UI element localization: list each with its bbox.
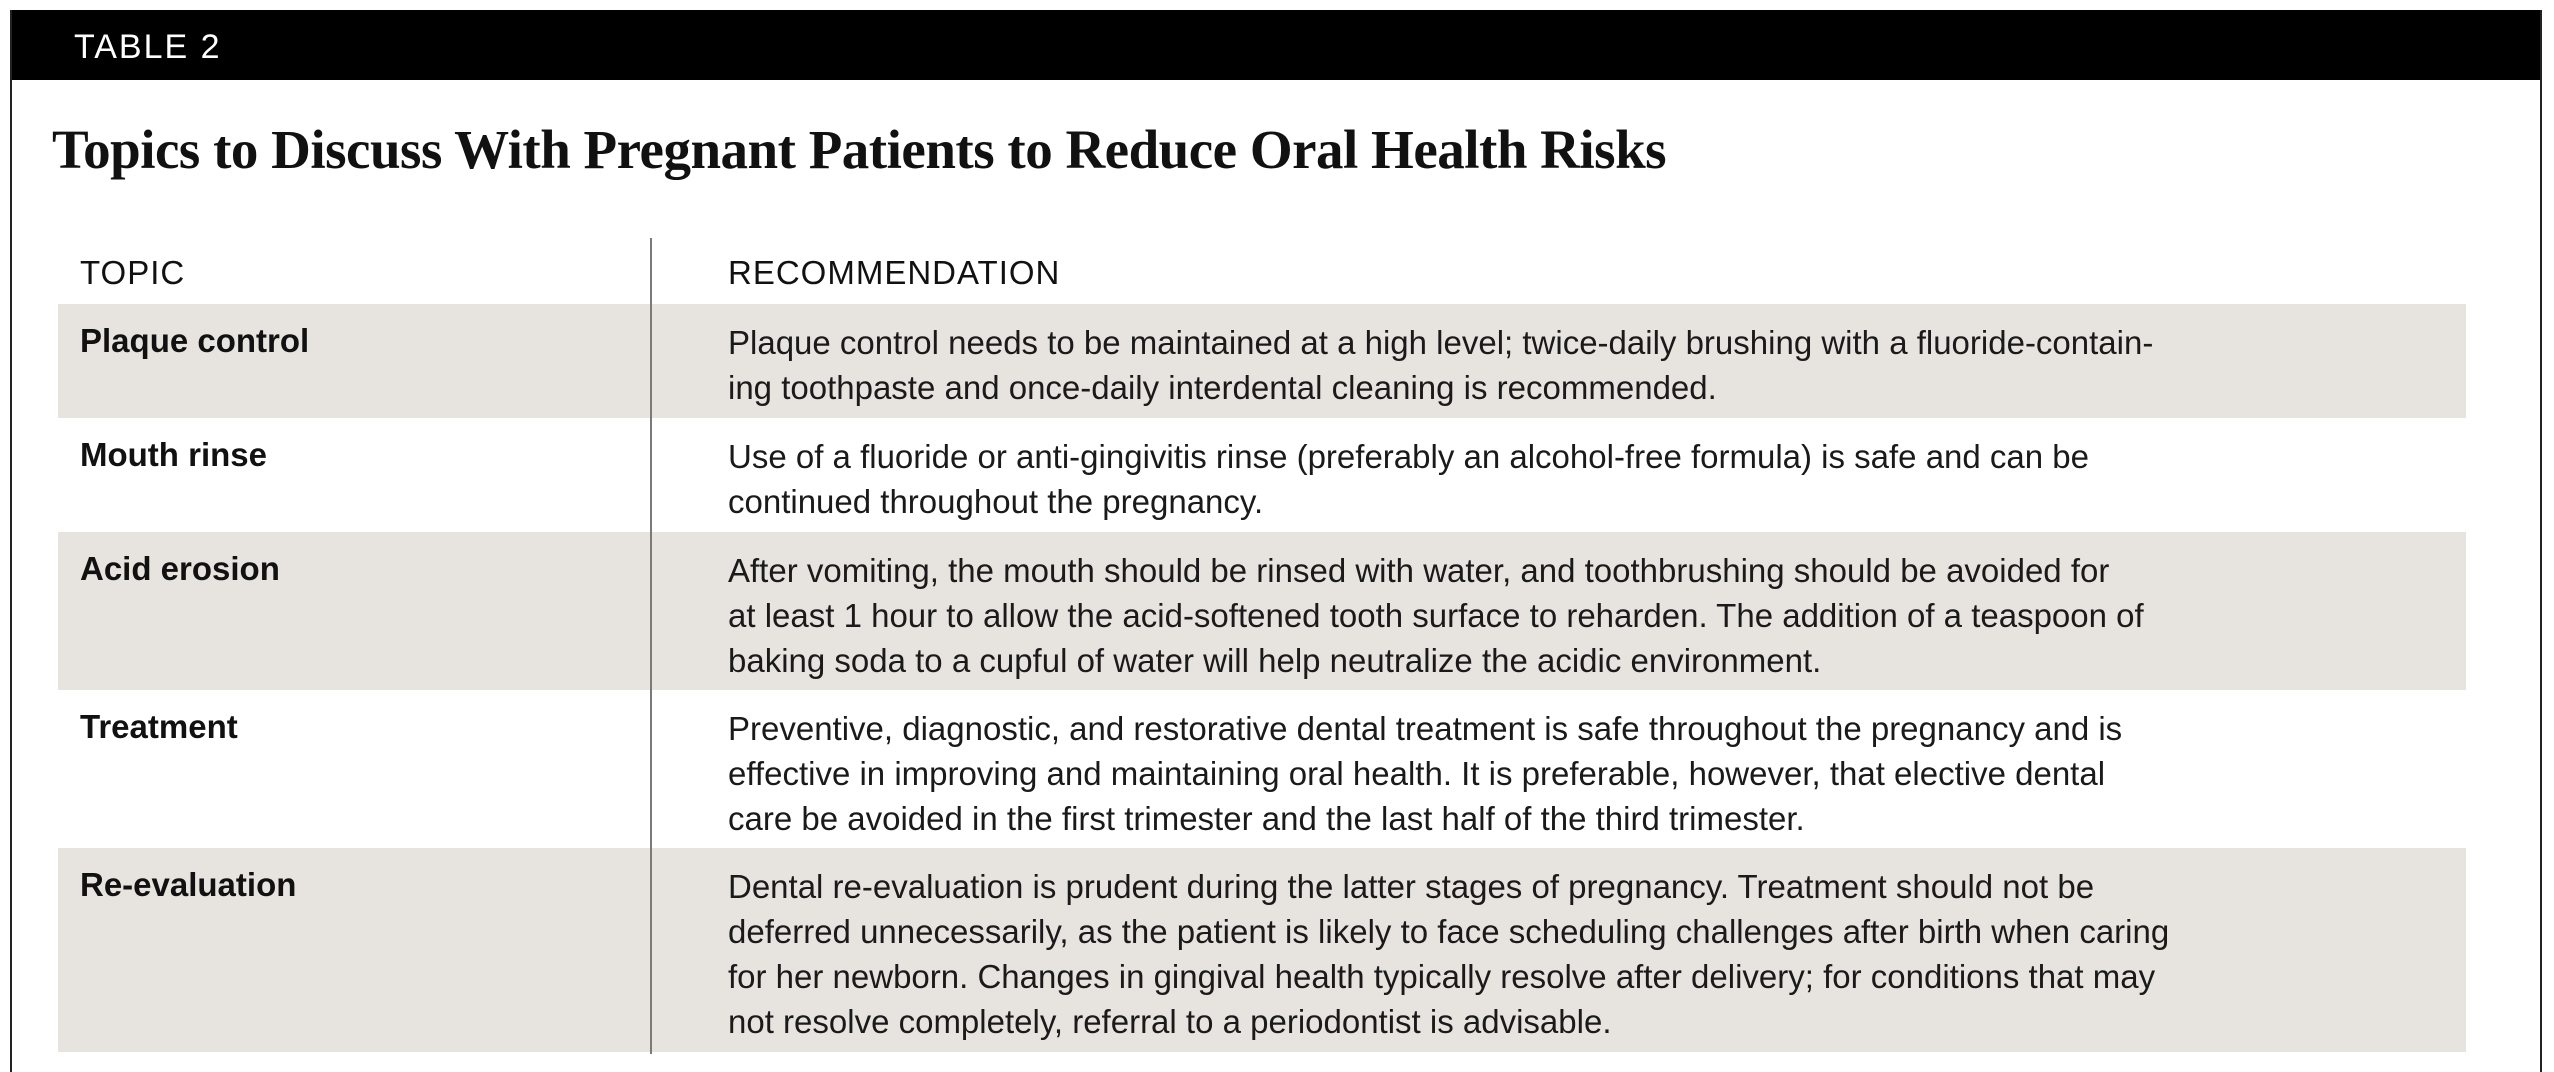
table-row: [58, 848, 2466, 1052]
recommendation-cell: Use of a fluoride or anti-gingivitis rinse (preferably an alcohol-free formula) is safe and can be continued throughout the pregnancy.: [728, 438, 2090, 520]
topic-cell: Acid erosion: [80, 550, 280, 587]
table-row: [58, 304, 2466, 418]
recommendation-cell: Dental re-evaluation is prudent during the latter stages of pregnancy. Treatment should not be deferred unnecessarily, as the patient is likely to face scheduling challenges after birth when caring for her newborn. Changes in gingival health typically resolve after delivery; for conditions that may not resolve completely, referral to a periodontist is advisable.: [728, 868, 2170, 1040]
topic-cell: Plaque control: [80, 322, 310, 359]
recommendation-cell: Preventive, diagnostic, and restorative dental treatment is safe throughout the pregnancy and is effective in improving and maintaining oral health. It is preferable, however, that elective dental care be avoided in the first trimester and the last half of the third trimester.: [728, 710, 2123, 837]
table-row: [58, 418, 2466, 532]
topic-cell: Mouth rinse: [80, 436, 267, 473]
table-title: Topics to Discuss With Pregnant Patients to Reduce Oral Health Risks: [52, 119, 1667, 180]
table-label-bar: [12, 10, 2540, 80]
column-header-recommendation: RECOMMENDATION: [728, 254, 1061, 291]
recommendation-cell: After vomiting, the mouth should be rinsed with water, and toothbrushing should be avoided for at least 1 hour to allow the acid-softened tooth surface to reharden. The addition of a teaspoon of baking soda to a cupful of water will help neutralize the acidic environment.: [728, 552, 2144, 679]
column-header-topic: TOPIC: [80, 254, 186, 291]
recommendations-table: [58, 238, 2466, 1052]
table-row: [58, 690, 2466, 848]
recommendation-cell: Plaque control needs to be maintained at a high level; twice-daily brushing with a fluoride-contain- ing toothpaste and once-daily interdental cleaning is recommended.: [728, 324, 2154, 406]
topic-cell: Re-evaluation: [80, 866, 297, 903]
column-divider: [650, 238, 652, 1054]
table-header-row: [58, 238, 2466, 304]
table-label: TABLE 2: [74, 28, 222, 66]
table-row: [58, 532, 2466, 690]
topic-cell: Treatment: [80, 708, 238, 745]
